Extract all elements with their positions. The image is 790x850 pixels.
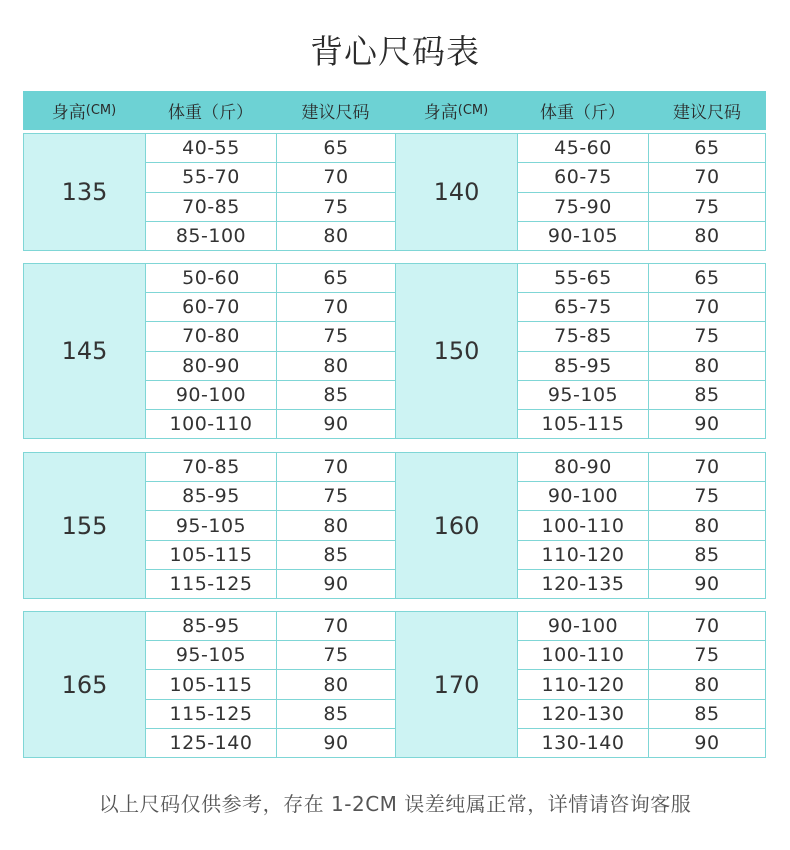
size-value: 65 <box>694 267 720 290</box>
size-value: 80 <box>694 514 720 537</box>
weight-range: 120-135 <box>518 570 649 598</box>
size-value: 90 <box>694 572 720 595</box>
size-value: 75 <box>694 325 720 348</box>
weight-range: 120-130 <box>518 700 649 728</box>
weight-range: 105-115 <box>146 670 277 698</box>
table-row <box>518 729 765 757</box>
size-value: 70 <box>277 453 396 481</box>
weight-range: 85-95 <box>518 352 649 380</box>
weight-range: 80-90 <box>146 352 277 380</box>
weight-range: 60-75 <box>518 163 649 191</box>
size-value: 90 <box>694 412 720 435</box>
footer-note: 以上尺码仅供参考，存在 1-2CM 误差纯属正常，详情请咨询客服 <box>98 792 692 816</box>
weight-range: 125-140 <box>146 729 277 757</box>
size-value: 80 <box>694 354 720 377</box>
size-value: 75 <box>277 322 396 350</box>
height-value: 165 <box>24 612 146 757</box>
weight-range: 70-80 <box>146 322 277 350</box>
size-value: 65 <box>277 264 396 292</box>
height-value: 160 <box>396 453 518 598</box>
size-group-right <box>396 134 765 250</box>
weight-range: 115-125 <box>146 700 277 728</box>
weight-range: 85-95 <box>146 482 277 510</box>
size-value: 70 <box>694 296 720 319</box>
table-row <box>518 352 765 381</box>
size-block <box>23 133 766 251</box>
weight-range: 95-105 <box>146 511 277 539</box>
table-row <box>518 453 765 482</box>
table-row <box>518 541 765 570</box>
table-row <box>518 641 765 670</box>
table-row <box>518 381 765 410</box>
table-row <box>146 453 396 482</box>
table-row <box>518 700 765 729</box>
weight-range: 85-95 <box>146 612 277 640</box>
table-row <box>146 410 396 438</box>
weight-range: 100-110 <box>518 511 649 539</box>
table-row <box>146 163 396 192</box>
weight-range: 55-70 <box>146 163 277 191</box>
size-value: 90 <box>277 410 396 438</box>
size-group-left <box>24 264 396 438</box>
weight-range: 75-90 <box>518 193 649 221</box>
weight-range: 110-120 <box>518 670 649 698</box>
header-height-unit: (CM) <box>85 103 117 118</box>
header-height <box>395 91 517 130</box>
weight-range: 60-70 <box>146 293 277 321</box>
size-block <box>23 611 766 758</box>
weight-range: 45-60 <box>518 134 649 162</box>
table-row <box>518 511 765 540</box>
size-value: 80 <box>277 222 396 250</box>
table-row <box>146 729 396 757</box>
table-row <box>518 163 765 192</box>
size-value: 75 <box>277 641 396 669</box>
size-value: 85 <box>694 702 720 725</box>
weight-range: 40-55 <box>146 134 277 162</box>
table-row <box>146 322 396 351</box>
size-value: 80 <box>694 673 720 696</box>
table-row <box>518 222 765 250</box>
weight-range: 90-100 <box>146 381 277 409</box>
table-row <box>518 410 765 438</box>
size-value: 80 <box>277 352 396 380</box>
table-row <box>518 670 765 699</box>
size-value: 65 <box>277 134 396 162</box>
table-row <box>146 612 396 641</box>
height-value: 150 <box>396 264 518 438</box>
weight-range: 95-105 <box>518 381 649 409</box>
table-row <box>518 193 765 222</box>
table-row <box>518 612 765 641</box>
size-value: 65 <box>694 137 720 160</box>
table-row <box>146 570 396 598</box>
weight-range: 115-125 <box>146 570 277 598</box>
size-value: 90 <box>277 570 396 598</box>
header-height-label: 身高 <box>51 103 86 123</box>
size-value: 85 <box>694 383 720 406</box>
header-weight: 体重（斤） <box>540 103 625 123</box>
size-value: 85 <box>694 543 720 566</box>
weight-range: 75-85 <box>518 322 649 350</box>
weight-range: 95-105 <box>146 641 277 669</box>
header-size: 建议尺码 <box>301 103 370 123</box>
table-row <box>146 482 396 511</box>
size-group-right <box>396 264 765 438</box>
weight-range: 90-105 <box>518 222 649 250</box>
header-height-label: 身高 <box>423 103 458 123</box>
table-row <box>146 700 396 729</box>
table-row <box>146 352 396 381</box>
weight-range: 70-85 <box>146 193 277 221</box>
size-value: 70 <box>277 293 396 321</box>
size-value: 70 <box>694 456 720 479</box>
table-row <box>518 482 765 511</box>
height-value: 170 <box>396 612 518 757</box>
size-value: 75 <box>694 195 720 218</box>
table-row <box>518 570 765 598</box>
size-value: 70 <box>277 163 396 191</box>
table-row <box>518 293 765 322</box>
size-value: 80 <box>694 224 720 247</box>
weight-range: 65-75 <box>518 293 649 321</box>
table-row <box>146 222 396 250</box>
size-value: 75 <box>694 644 720 667</box>
size-value: 85 <box>277 700 396 728</box>
page-title: 背心尺码表 <box>310 32 480 71</box>
table-row <box>518 134 765 163</box>
height-value: 155 <box>24 453 146 598</box>
size-group-left <box>24 134 396 250</box>
size-value: 70 <box>277 612 396 640</box>
size-value: 70 <box>694 615 720 638</box>
size-value: 75 <box>277 193 396 221</box>
height-value: 140 <box>396 134 518 250</box>
size-value: 75 <box>694 485 720 508</box>
table-row <box>146 670 396 699</box>
weight-range: 90-100 <box>518 482 649 510</box>
size-value: 85 <box>277 381 396 409</box>
height-value: 145 <box>24 264 146 438</box>
table-row <box>146 293 396 322</box>
table-header <box>23 91 766 130</box>
table-row <box>146 264 396 293</box>
table-row <box>146 641 396 670</box>
table-row <box>146 134 396 163</box>
header-height <box>23 91 145 130</box>
table-row <box>146 511 396 540</box>
height-value: 135 <box>24 134 146 250</box>
size-value: 80 <box>277 670 396 698</box>
size-value: 75 <box>277 482 396 510</box>
size-group-left <box>24 612 396 757</box>
size-value: 70 <box>694 166 720 189</box>
weight-range: 100-110 <box>146 410 277 438</box>
weight-range: 55-65 <box>518 264 649 292</box>
size-group-right <box>396 453 765 598</box>
header-weight: 体重（斤） <box>168 103 253 123</box>
weight-range: 110-120 <box>518 541 649 569</box>
header-height-unit: (CM) <box>457 103 489 118</box>
weight-range: 90-100 <box>518 612 649 640</box>
size-block <box>23 263 766 439</box>
weight-range: 105-115 <box>518 410 649 438</box>
table-row <box>518 264 765 293</box>
size-value: 85 <box>277 541 396 569</box>
weight-range: 70-85 <box>146 453 277 481</box>
weight-range: 85-100 <box>146 222 277 250</box>
table-row <box>146 193 396 222</box>
size-value: 90 <box>277 729 396 757</box>
weight-range: 50-60 <box>146 264 277 292</box>
weight-range: 100-110 <box>518 641 649 669</box>
table-row <box>518 322 765 351</box>
weight-range: 105-115 <box>146 541 277 569</box>
size-group-left <box>24 453 396 598</box>
size-value: 90 <box>694 731 720 754</box>
weight-range: 130-140 <box>518 729 649 757</box>
table-row <box>146 541 396 570</box>
size-block <box>23 452 766 599</box>
size-value: 80 <box>277 511 396 539</box>
weight-range: 80-90 <box>518 453 649 481</box>
size-group-right <box>396 612 765 757</box>
table-row <box>146 381 396 410</box>
header-size: 建议尺码 <box>673 103 741 123</box>
